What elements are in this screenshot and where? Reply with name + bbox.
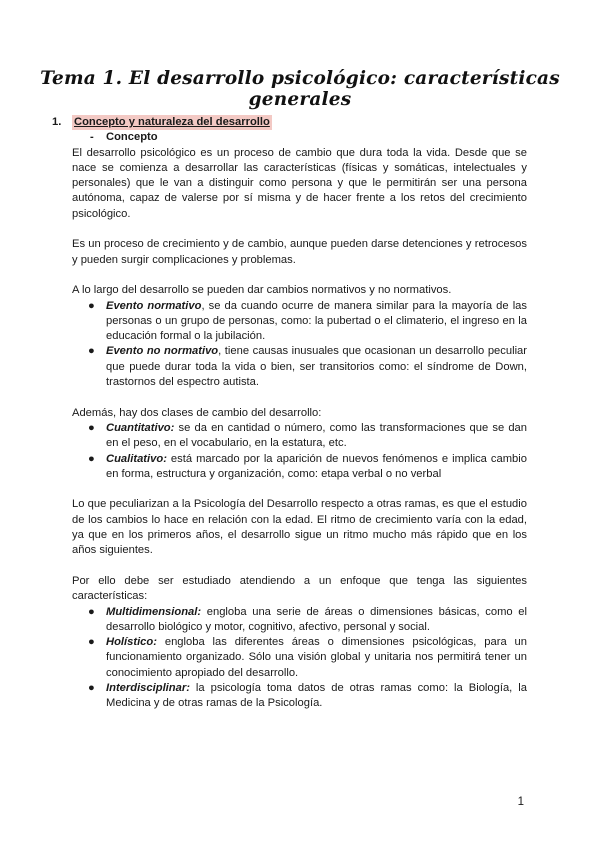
list-classes [72, 421, 527, 482]
bullet-icon: ● [88, 299, 95, 312]
list-item [88, 421, 527, 452]
list-text: la psicología toma datos de otras ramas como: la Biología, la Medicina y de otras ramas de la Psicología. [106, 681, 527, 710]
document-title: Tema 1. El desarrollo psicológico: características generales [40, 68, 560, 110]
paragraph-definition: El desarrollo psicológico es un proceso de cambio que dura toda la vida. Desde que se nace se comienza a desarrollar las características (físicas y somáticas, intelectuales y personales) que le van a distinguir como persona y que le permitirán ser una persona autónoma, capaz de valerse por sí misma y de hacer frente a los retos del crecimiento psicológico. [72, 146, 527, 220]
list-item [88, 635, 527, 681]
subsection-heading [90, 130, 527, 145]
bullet-icon: ● [88, 452, 95, 465]
page-number: 1 [517, 796, 524, 808]
list-events [72, 299, 527, 391]
document-body [52, 115, 527, 712]
list-text: se da en cantidad o número, como las transformaciones que se dan en el peso, en el vocabulario, en la estatura, etc. [106, 421, 527, 450]
list-term: Cualitativo: [106, 452, 167, 465]
bullet-icon: ● [88, 421, 95, 434]
list-term: Evento no normativo [106, 345, 219, 358]
list-term: Cuantitativo: [106, 421, 175, 434]
section-number: 1. [52, 116, 62, 128]
paragraph-classes: Además, hay dos clases de cambio del desarrollo: [72, 406, 322, 419]
list-item [88, 299, 527, 345]
list-text: engloba las diferentes áreas o dimensiones psicológicas, para un funcionamiento organizado. Sólo una visión global y unitaria nos permitirá tener un conocimiento apropiado del desarrollo. [106, 636, 527, 679]
list-term: Holístico: [106, 636, 157, 649]
list-item [88, 605, 527, 636]
paragraph-psychology: Lo que peculiarizan a la Psicología del Desarrollo respecto a otras ramas, es que el estudio de los cambios lo hace en relación con la edad. El ritmo de crecimiento varía con la edad, ya que en los primeros años, el desarrollo sigue un ritmo mucho más rápido que en los años siguientes. [72, 498, 527, 557]
section-heading [52, 115, 527, 130]
list-text: está marcado por la aparición de nuevos fenómenos e implica cambio en forma, estructura y organización, como: etapa verbal o no verbal [106, 452, 527, 480]
paragraph-process: Es un proceso de crecimiento y de cambio, aunque pueden darse detenciones y retrocesos y pueden surgir complicaciones y problemas. [72, 238, 527, 266]
list-text: , tiene causas inusuales que ocasionan un desarrollo peculiar que puede durar toda la vida o bien, ser transitorios como: el síndrome de Down, trastornos del espectro autista. [106, 345, 527, 389]
list-term: Interdisciplinar: [106, 681, 190, 694]
bullet-icon: ● [88, 636, 95, 649]
paragraph-changes: A lo largo del desarrollo se pueden dar cambios normativos y no normativos. [72, 284, 452, 297]
bullet-icon: ● [88, 345, 95, 358]
list-text: , se da cuando ocurre de manera similar para la mayoría de las personas o un grupo de personas, como: la pubertad o el climaterio, el ingreso en la educación formal o la jubilación. [106, 299, 527, 343]
section-title: Concepto y naturaleza del desarrollo [72, 115, 272, 130]
list-term: Multidimensional: [106, 605, 202, 618]
list-item [88, 344, 527, 390]
list-item [88, 681, 527, 712]
subsection-title: Concepto [106, 131, 158, 144]
list-item [88, 452, 527, 483]
list-text: engloba una serie de áreas o dimensiones básicas, como el desarrollo biológico y motor, cognitivo, afectivo, personal y social. [106, 605, 527, 633]
list-term: Evento normativo [106, 299, 202, 312]
subsection-dash: - [90, 131, 94, 144]
bullet-icon: ● [88, 605, 95, 618]
paragraph-approach: Por ello debe ser estudiado atendiendo a un enfoque que tenga las siguientes características: [72, 574, 527, 603]
list-approach [72, 605, 527, 712]
bullet-icon: ● [88, 681, 95, 694]
